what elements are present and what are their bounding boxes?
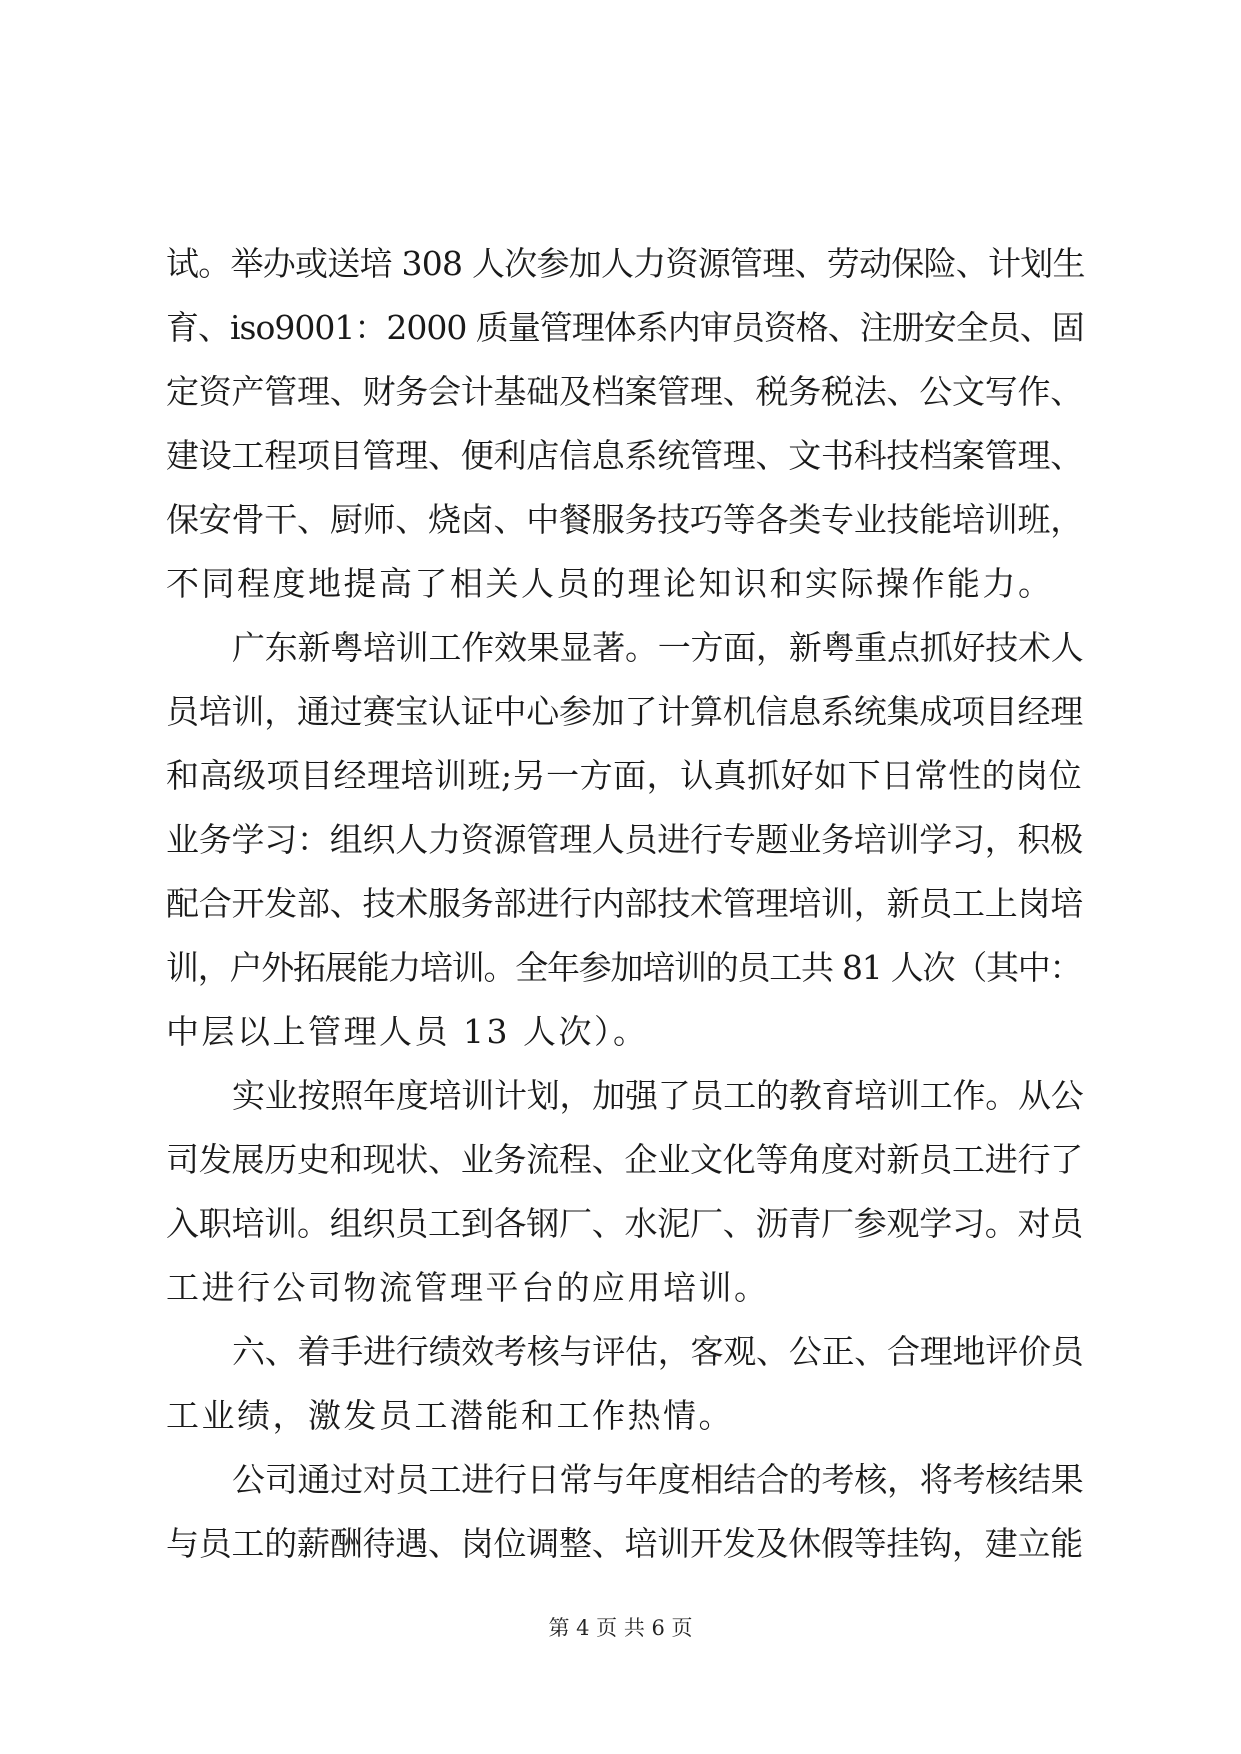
text-line: 不同程度地提高了相关人员的理论知识和实际操作能力。 [166, 564, 1054, 603]
text-line: 试。举办或送培 308 人次参加人力资源管理、劳动保险、计划生 [166, 244, 1085, 283]
text-line: 入职培训。组织员工到各钢厂、水泥厂、沥青厂参观学习。对员 [166, 1204, 1083, 1243]
text-line: 育、iso9001：2000 质量管理体系内审员资格、注册安全员、固 [166, 308, 1084, 347]
text-line: 员培训，通过赛宝认证中心参加了计算机信息系统集成项目经理 [166, 692, 1083, 731]
paragraph-start-line: 公司通过对员工进行日常与年度相结合的考核，将考核结果 [232, 1460, 1084, 1499]
text-line: 配合开发部、技术服务部进行内部技术管理培训，新员工上岗培 [166, 884, 1083, 923]
text-line: 保安骨干、厨师、烧卤、中餐服务技巧等各类专业技能培训班， [166, 500, 1083, 539]
paragraph-start-line: 广东新粤培训工作效果显著。一方面，新粤重点抓好技术人 [232, 628, 1084, 667]
text-line: 建设工程项目管理、便利店信息系统管理、文书科技档案管理、 [166, 436, 1083, 475]
text-line: 与员工的薪酬待遇、岗位调整、培训开发及休假等挂钩，建立能 [166, 1524, 1083, 1563]
page-footer: 第 4 页 共 6 页 [548, 1616, 693, 1640]
paragraph-start-line: 实业按照年度培训计划，加强了员工的教育培训工作。从公 [232, 1076, 1084, 1115]
text-line: 定资产管理、财务会计基础及档案管理、税务税法、公文写作、 [166, 372, 1083, 411]
text-line: 司发展历史和现状、业务流程、企业文化等角度对新员工进行了 [166, 1140, 1083, 1179]
text-line: 中层以上管理人员 13 人次）。 [166, 1012, 649, 1051]
text-line: 工业绩，激发员工潜能和工作热情。 [166, 1396, 734, 1435]
section-heading-line: 六、着手进行绩效考核与评估，客观、公正、合理地评价员 [232, 1332, 1084, 1371]
body-text [166, 232, 1086, 1576]
text-line: 和高级项目经理培训班;另一方面，认真抓好如下日常性的岗位 [166, 756, 1083, 795]
text-line: 训，户外拓展能力培训。全年参加培训的员工共 81 人次（其中： [166, 948, 1082, 987]
text-line: 业务学习：组织人力资源管理人员进行专题业务培训学习，积极 [166, 820, 1083, 859]
text-line: 工进行公司物流管理平台的应用培训。 [166, 1268, 770, 1307]
